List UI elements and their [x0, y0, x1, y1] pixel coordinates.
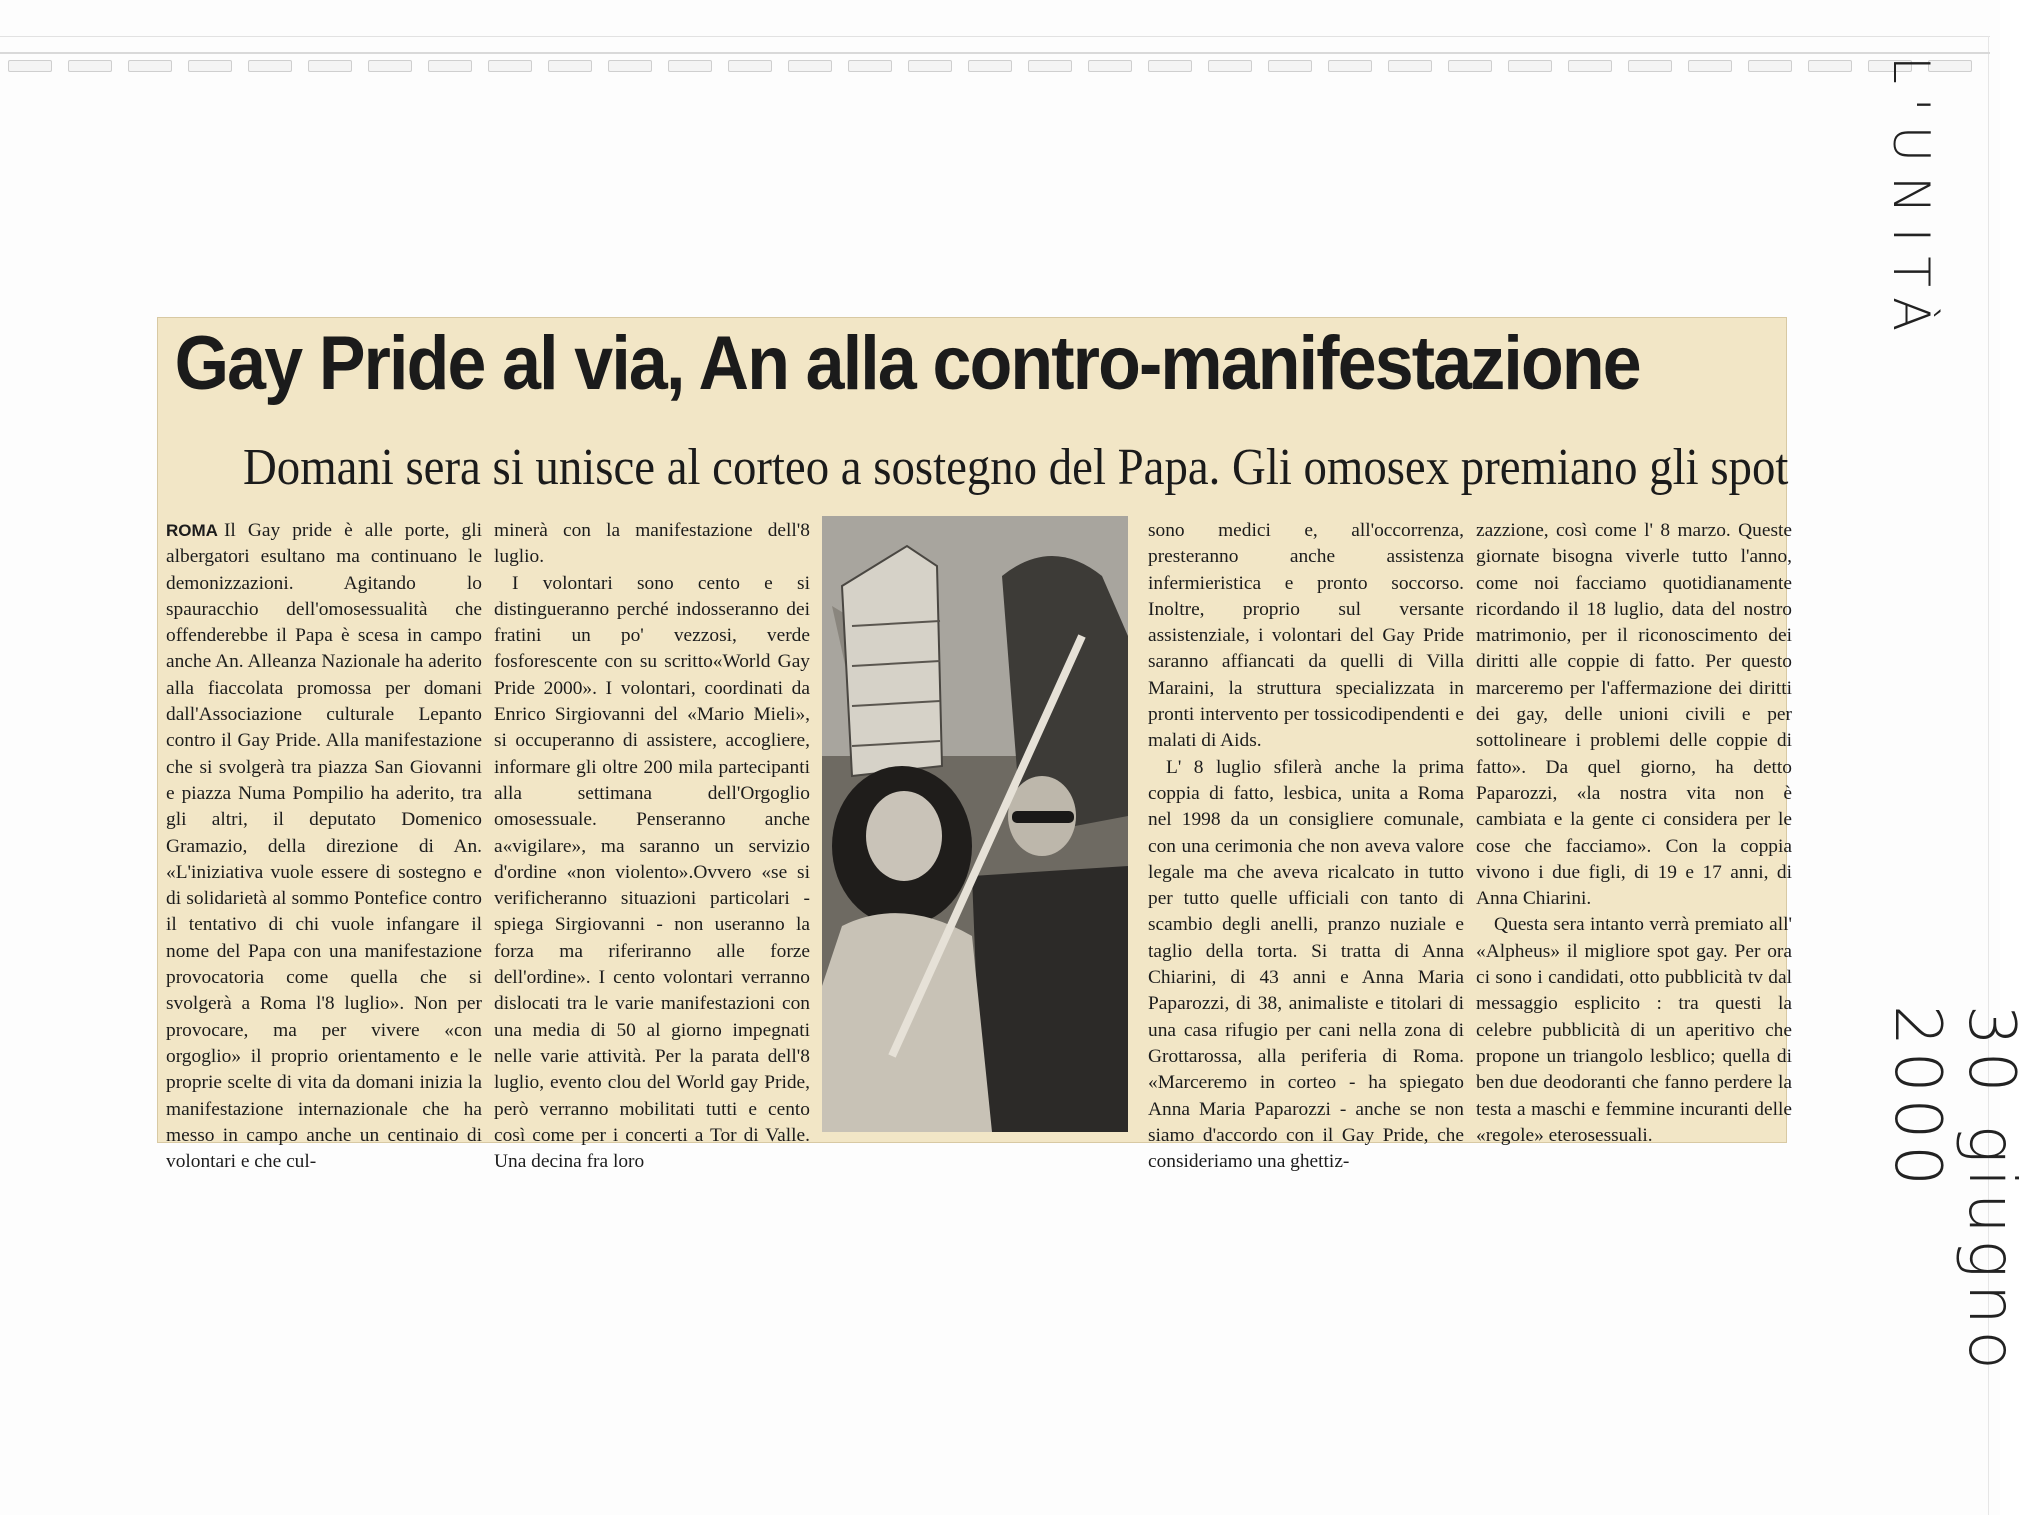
- perforation-mark: [1688, 60, 1732, 72]
- perforation-mark: [1568, 60, 1612, 72]
- perforation-mark: [1208, 60, 1252, 72]
- perforation-mark: [1028, 60, 1072, 72]
- perforation-mark: [1328, 60, 1372, 72]
- perforation-mark: [848, 60, 892, 72]
- paragraph: I volontari sono cento e si distingueranno perché indosseranno dei fratini un po' vezzosi, verde fosforescente con su scritto«World Gay Pride 2000». I volontari, coordinati da Enrico Sirgiovanni del «Mario Mieli», si occuperanno di assistere, accogliere, informare gli oltre 200 mila partecipanti alla settimana dell'Orgoglio omosessuale. Penseranno anche a«vigilare», ma saranno un servizio d'ordine «non violento».Ovvero «se si verificheranno situazioni particolari - spiega Sirgiovanni - non useranno la forza ma riferiranno alle forze dell'ordine». I cento volontari verranno dislocati tra le varie manifestazioni con una media di 50 al giorno impegnati nelle varie attività. Per la parata dell'8 luglio, evento clou del World gay Pride, però verranno mobilitati tutti e cento così come per i concerti a Tor di Valle. Una decina fra loro: [494, 572, 810, 1173]
- perforation-mark: [668, 60, 712, 72]
- article-column-4: [1148, 518, 1464, 1175]
- article-subheadline: Domani sera si unisce al corteo a sostegno del Papa. Gli omosex premiano gli spot: [243, 439, 1789, 496]
- perforation-mark: [308, 60, 352, 72]
- article-headline: Gay Pride al via, An alla contro-manifestazione: [174, 321, 1640, 406]
- perforation-mark: [1748, 60, 1792, 72]
- handwritten-newspaper-name: L'UNITÀ: [1882, 56, 1940, 346]
- article-column-2: [494, 518, 810, 1175]
- perforation-mark: [188, 60, 232, 72]
- perforation-mark: [1448, 60, 1492, 72]
- perforation-mark: [908, 60, 952, 72]
- paragraph: [166, 518, 482, 1175]
- newspaper-clipping: [158, 318, 1792, 1173]
- perforation-mark: [1268, 60, 1312, 72]
- photo-illustration: [822, 516, 1128, 1132]
- paragraph-text: Il Gay pride è alle porte, gli albergatori esultano ma continuano le demonizzazioni. Agitando lo spauracchio dell'omosessualità che offenderebbe il Papa è scesa in campo anche An. Alleanza Nazionale ha aderito alla fiaccolata promossa per domani dall'Associazione culturale Lepanto contro il Gay Pride. Alla manifestazione che si svolgerà tra piazza San Giovanni e piazza Numa Pompilio ha aderito, tra gli altri, il deputato Domenico Gramazio, della direzione di An. «L'iniziativa vuole essere di sostegno e di solidarietà al sommo Pontefice contro il tentativo di chi vuole infangare il nome del Papa con una manifestazione provocatoria come quella che si svolgerà a Roma l'8 luglio». Non per provocare, ma per vivere «con orgoglio» il proprio orientamento e le proprie scelte di vita da domani inizia la manifestazione internazionale che ha messo in campo anche un centinaio di volontari e che cul-: [166, 520, 482, 1173]
- perforation-mark: [368, 60, 412, 72]
- sheet-edge: [0, 36, 1990, 37]
- perforation-mark: [428, 60, 472, 72]
- perforation-mark: [968, 60, 1012, 72]
- perforation-mark: [68, 60, 112, 72]
- article-photo: [822, 516, 1128, 1132]
- perforation-mark: [608, 60, 652, 72]
- perforation-strip: [0, 52, 1990, 76]
- perforation-mark: [1808, 60, 1852, 72]
- article-column-1: [166, 518, 482, 1175]
- paragraph: L' 8 luglio sfilerà anche la prima coppia di fatto, lesbica, unita a Roma nel 1998 da un consigliere comunale, con una cerimonia che non aveva valore legale ma che aveva ricalcato in tutto per tutto quelle ufficiali con tanto di scambio degli anelli, pranzo nuziale e taglio della torta. Si tratta di Anna Chiarini, di 43 anni e Anna Maria Paparozzi, di 38, animaliste e titolari di una casa rifugio per cani nella zona di Grottarossa, alla periferia di Roma. «Marceremo in corteo - ha spiegato Anna Maria Paparozzi - anche se non siamo d'accordo con il Gay Pride, che consideriamo una ghettiz-: [1148, 756, 1464, 1173]
- paragraph: Questa sera intanto verrà premiato all' «Alpheus» il migliore spot gay. Per ora ci sono i candidati, otto pubblicità tv dal messaggio esplicito : tra questi la celebre pubblicità di un aperitivo che propone un triangolo lesblico; quella di ben due deodoranti che fanno perdere la testa a maschi e femmine incuranti delle «regole» eterosessuali.: [1476, 914, 1792, 1146]
- perforation-mark: [548, 60, 592, 72]
- perforation-mark: [488, 60, 532, 72]
- article-column-5: [1476, 518, 1792, 1149]
- perforation-mark: [248, 60, 292, 72]
- perforation-mark: [128, 60, 172, 72]
- perforation-mark: [788, 60, 832, 72]
- perforation-mark: [1088, 60, 1132, 72]
- perforation-mark: [1148, 60, 1192, 72]
- perforation-mark: [728, 60, 772, 72]
- perforation-mark: [8, 60, 52, 72]
- paragraph: sono medici e, all'occorrenza, presteranno anche assistenza infermieristica e pronto soccorso. Inoltre, proprio sul versante assistenziale, i volontari del Gay Pride saranno affiancati da quelli di Villa Maraini, la struttura specializzata in pronti intervento per tossicodipendenti e malati di Aids.: [1148, 520, 1464, 752]
- paragraph: zazzione, così come l' 8 marzo. Queste giornate bisogna viverle tutto l'anno, come noi facciamo quotidianamente ricordando il 18 luglio, data del nostro matrimonio, per il riconoscimento dei diritti alle coppie di fatto. Per questo marceremo per l'affermazione dei diritti dei gay, delle unioni civili e per sottolineare i problemi delle coppie di fatto». Da quel giorno, ha detto Paparozzi, «la nostra vita non è cambiata e la gente ci considera per le cose che facciamo». Con la coppia vivono i due figli, di 19 e 17 anni, di Anna Chiarini.: [1476, 520, 1792, 910]
- handwritten-date: 30 giugno 2000: [1880, 1005, 2028, 1376]
- dateline: ROMA: [166, 521, 218, 540]
- perforation-mark: [1508, 60, 1552, 72]
- perforation-mark: [1388, 60, 1432, 72]
- paragraph: minerà con la manifestazione dell'8 luglio.: [494, 520, 810, 568]
- perforation-mark: [1628, 60, 1672, 72]
